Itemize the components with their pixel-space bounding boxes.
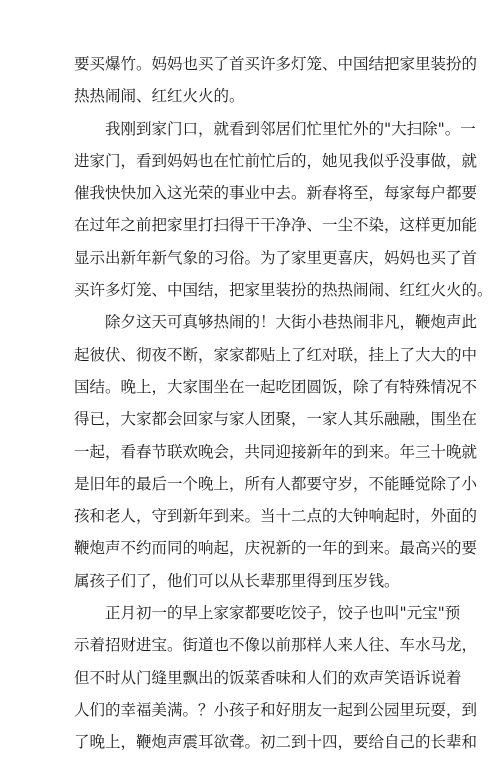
text-line: 但不时从门缝里飘出的饭菜香味和人们的欢声笑语诉说着 bbox=[74, 668, 462, 687]
document-page bbox=[74, 48, 493, 759]
text-line: 正月初一的早上家家都要吃饺子，饺子也叫"元宝"预 bbox=[105, 604, 461, 623]
text-line: 属孩子们了，他们可以从长辈那里得到压岁钱。 bbox=[74, 571, 400, 590]
text-line: 人们的幸福美满。？小孩子和好朋友一起到公园里玩耍，到 bbox=[74, 700, 478, 719]
text-line: 催我快快加入这光荣的事业中去。新春将至，每家每户都要 bbox=[74, 184, 478, 203]
text-line: 要买爆竹。妈妈也买了首买许多灯笼、中国结把家里装扮的 bbox=[74, 55, 478, 73]
text-line: 了晚上，鞭炮声震耳欲聋。初二到十四，要给自己的长辈和 bbox=[74, 733, 478, 752]
paragraph-2 bbox=[74, 113, 493, 307]
text-line: 买许多灯笼、中国结，把家里装扮的热热闹闹、红红火火的。 bbox=[74, 281, 493, 300]
text-line: 在过年之前把家里打扫得干干净净、一尘不染，这样更加能 bbox=[74, 216, 478, 235]
text-line: 进家门，看到妈妈也在忙前忙后的，她见我似乎没事做，就 bbox=[74, 151, 478, 170]
text-line: 得已，大家都会回家与家人团聚，一家人其乐融融，围坐在 bbox=[74, 410, 478, 429]
text-line: 示着招财进宝。街道也不像以前那样人来人往、车水马龙， bbox=[74, 636, 478, 655]
text-line: 我刚到家门口，就看到邻居们忙里忙外的"大扫除"。一 bbox=[105, 119, 476, 138]
text-line: 孩和老人，守到新年到来。当十二点的大钟响起时，外面的 bbox=[74, 507, 478, 526]
paragraph-3 bbox=[74, 306, 478, 597]
text-line: 一起，看春节联欢晚会，共同迎接新年的到来。年三十晚就 bbox=[74, 442, 478, 461]
text-line: 显示出新年新气象的习俗。为了家里更喜庆，妈妈也买了首 bbox=[74, 248, 478, 267]
text-line: 鞭炮声不约而同的响起，庆祝新的一年的到来。最高兴的要 bbox=[74, 539, 478, 558]
text-line: 除夕这天可真够热闹的！大街小巷热闹非凡，鞭炮声此 bbox=[105, 313, 478, 332]
text-line: 是旧年的最后一个晚上，所有人都要守岁，不能睡觉除了小 bbox=[74, 474, 478, 493]
paragraph-1 bbox=[74, 48, 478, 113]
text-line: 国结。晚上，大家围坐在一起吃团圆饭，除了有特殊情况不 bbox=[74, 377, 478, 396]
text-line: 热热闹闹、红红火火的。 bbox=[74, 87, 245, 106]
text-line: 起彼伏、彻夜不断，家家都贴上了红对联，挂上了大大的中 bbox=[74, 345, 478, 364]
paragraph-4 bbox=[74, 597, 478, 758]
